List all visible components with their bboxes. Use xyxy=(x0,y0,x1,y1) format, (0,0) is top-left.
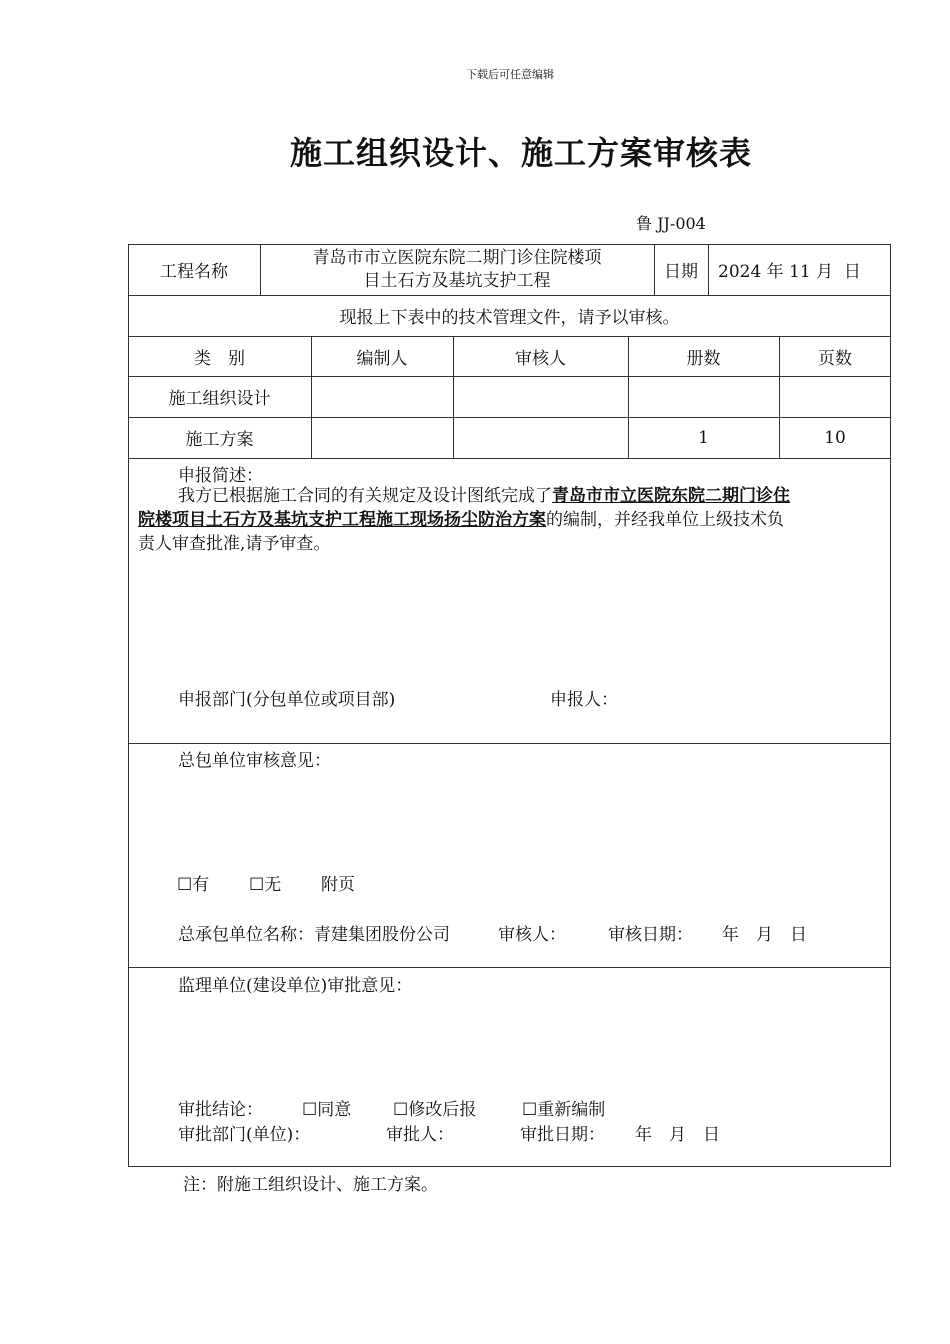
row-divider xyxy=(128,967,891,968)
report-person-label: 申报人： xyxy=(550,690,618,710)
checkbox-no[interactable]: ☐无 xyxy=(249,875,282,895)
row-type: 施工组织设计 xyxy=(168,389,271,409)
document-code: 鲁 JJ-004 xyxy=(636,214,706,233)
project-name-line-2: 目土石方及基坑支护工程 xyxy=(363,270,551,291)
row-author[interactable] xyxy=(311,417,453,458)
row-pages[interactable] xyxy=(779,376,891,417)
report-text-start: 我方已根据施工合同的有关规定及设计图纸完成了 xyxy=(178,486,552,506)
row-volumes[interactable]: 1 xyxy=(698,427,709,448)
row-reviewer[interactable] xyxy=(453,417,628,458)
approval-date: 审批日期： xyxy=(520,1125,605,1145)
checkbox-redo[interactable]: ☐重新编制 xyxy=(522,1100,606,1120)
date-value: 2024 年 11 月 日 xyxy=(718,262,861,282)
page-title: 施工组织设计、施工方案审核表 xyxy=(290,134,753,172)
submit-statement: 现报上下表中的技术管理文件，请予以审核。 xyxy=(339,308,680,328)
col-header-author: 编制人 xyxy=(356,348,408,369)
report-text-end: 责人审查批准,请予审查。 xyxy=(138,534,331,554)
footnote: 注：附施工组织设计、施工方案。 xyxy=(183,1175,438,1195)
supervisor-heading: 监理单位(建设单位)审批意见： xyxy=(178,976,413,996)
report-plan-name-1: 青岛市市立医院东院二期门诊住 xyxy=(552,486,790,506)
attachment-label: 附页 xyxy=(321,875,355,895)
report-heading: 申报简述： xyxy=(178,466,263,486)
approver: 审批人： xyxy=(386,1125,454,1145)
col-header-volumes: 册数 xyxy=(686,348,721,369)
contractor-name: 总承包单位名称：青建集团股份公司 xyxy=(178,925,450,945)
row-volumes[interactable] xyxy=(628,376,779,417)
row-divider xyxy=(128,458,891,459)
row-author[interactable] xyxy=(311,376,453,417)
date-label: 日期 xyxy=(664,262,698,282)
contractor-ymd: 年 月 日 xyxy=(722,925,807,945)
checkbox-modify[interactable]: ☐修改后报 xyxy=(393,1100,477,1120)
row-divider xyxy=(128,743,891,744)
approval-dept: 审批部门(单位)： xyxy=(178,1125,311,1145)
header-note: 下载后可任意编辑 xyxy=(466,68,554,81)
checkbox-yes[interactable]: ☐有 xyxy=(177,875,210,895)
conclusion-label: 审批结论： xyxy=(178,1100,263,1120)
row-pages[interactable]: 10 xyxy=(824,427,846,448)
col-header-type: 类 别 xyxy=(194,348,245,369)
col-header-pages: 页数 xyxy=(818,348,852,369)
project-name-line-1: 青岛市市立医院东院二期门诊住院楼项 xyxy=(312,247,602,268)
col-header-reviewer: 审核人 xyxy=(515,348,566,369)
row-reviewer[interactable] xyxy=(453,376,628,417)
report-dept-label: 申报部门(分包单位或项目部) xyxy=(178,690,396,710)
project-name-value xyxy=(260,244,654,295)
contractor-reviewer: 审核人： xyxy=(498,925,566,945)
report-plan-name-2: 院楼项目土石方及基坑支护工程施工现场扬尘防治方案 xyxy=(138,510,546,530)
approval-ymd: 年 月 日 xyxy=(635,1125,720,1145)
contractor-review-date: 审核日期： xyxy=(608,925,693,945)
checkbox-agree[interactable]: ☐同意 xyxy=(302,1100,352,1120)
report-text-mid: 的编制，并经我单位上级技术负 xyxy=(546,510,784,530)
report-body xyxy=(138,484,883,556)
project-name-label: 工程名称 xyxy=(160,262,228,282)
contractor-heading: 总包单位审核意见： xyxy=(178,751,331,771)
row-type: 施工方案 xyxy=(185,430,254,450)
